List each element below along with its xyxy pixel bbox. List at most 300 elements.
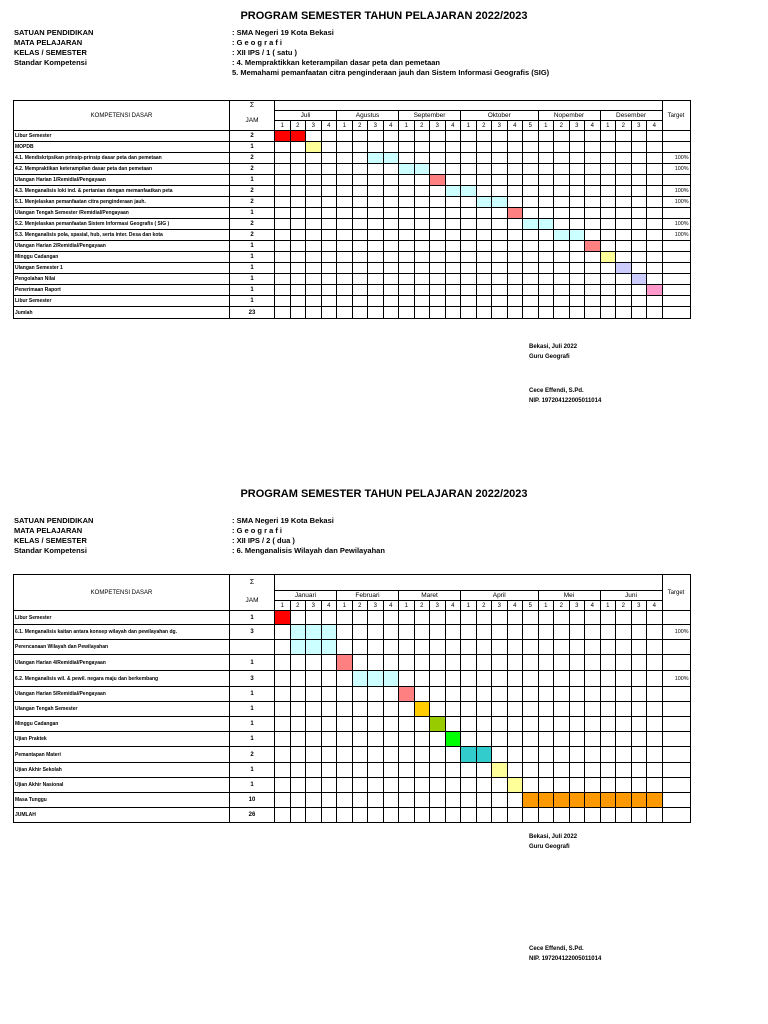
schedule-cell <box>290 778 306 793</box>
schedule-cell <box>337 307 353 319</box>
schedule-cell <box>306 274 322 285</box>
schedule-cell <box>569 671 585 687</box>
schedule-cell <box>445 307 461 319</box>
schedule-cell <box>507 142 523 153</box>
schedule-cell <box>352 625 368 640</box>
header-info <box>14 516 714 556</box>
schedule-cell <box>383 197 399 208</box>
table-row <box>14 175 691 186</box>
target-cell: 100% <box>662 153 690 164</box>
schedule-cell <box>430 307 446 319</box>
schedule-cell <box>631 219 647 230</box>
schedule-cell <box>523 763 539 778</box>
schedule-cell <box>600 263 616 274</box>
week-number: 4 <box>445 601 461 611</box>
schedule-cell <box>337 197 353 208</box>
schedule-cell <box>492 747 508 763</box>
schedule-cell <box>461 296 477 307</box>
schedule-cell <box>368 763 384 778</box>
schedule-cell <box>492 778 508 793</box>
schedule-cell <box>647 640 663 655</box>
schedule-cell <box>523 285 539 296</box>
schedule-cell <box>461 793 477 808</box>
schedule-cell <box>554 625 570 640</box>
schedule-cell <box>554 307 570 319</box>
schedule-cell <box>337 164 353 175</box>
schedule-cell <box>321 274 337 285</box>
schedule-cell <box>507 717 523 732</box>
schedule-cell <box>430 732 446 747</box>
schedule-cell <box>507 241 523 252</box>
schedule-cell <box>538 640 554 655</box>
schedule-cell <box>616 208 632 219</box>
schedule-cell <box>275 142 291 153</box>
schedule-cell <box>507 655 523 671</box>
signature-name: Cece Effendi, S.Pd. <box>529 946 584 952</box>
schedule-cell <box>383 186 399 197</box>
schedule-cell <box>647 655 663 671</box>
schedule-cell <box>492 702 508 717</box>
schedule-cell <box>368 230 384 241</box>
schedule-cell <box>383 793 399 808</box>
schedule-cell <box>337 793 353 808</box>
schedule-cell <box>461 230 477 241</box>
target-cell <box>662 611 690 625</box>
schedule-cell <box>290 732 306 747</box>
schedule-cell <box>383 285 399 296</box>
schedule-bar-cell <box>383 671 399 687</box>
week-number: 1 <box>399 121 415 131</box>
schedule-cell <box>554 252 570 263</box>
schedule-cell <box>600 296 616 307</box>
jam-cell: 2 <box>230 747 275 763</box>
schedule-cell <box>569 702 585 717</box>
schedule-cell <box>275 687 291 702</box>
signature-nip: NIP. 197204122005011014 <box>529 956 602 962</box>
schedule-cell <box>492 252 508 263</box>
schedule-cell <box>647 307 663 319</box>
schedule-cell <box>461 808 477 823</box>
schedule-cell <box>476 732 492 747</box>
schedule-cell <box>492 640 508 655</box>
schedule-cell <box>445 175 461 186</box>
schedule-cell <box>275 186 291 197</box>
table-row <box>14 252 691 263</box>
schedule-cell <box>461 671 477 687</box>
schedule-cell <box>368 263 384 274</box>
schedule-cell <box>445 219 461 230</box>
schedule-cell <box>631 717 647 732</box>
kd-cell: Minggu Cadangan <box>14 252 230 263</box>
schedule-cell <box>445 296 461 307</box>
table-row <box>14 717 691 732</box>
column-header-kd: KOMPETENSI DASAR <box>14 101 230 131</box>
jam-cell: 2 <box>230 186 275 197</box>
jam-cell: 1 <box>230 285 275 296</box>
schedule-cell <box>523 808 539 823</box>
schedule-cell <box>492 625 508 640</box>
schedule-cell <box>306 655 322 671</box>
schedule-cell <box>507 175 523 186</box>
schedule-cell <box>445 142 461 153</box>
schedule-cell <box>616 142 632 153</box>
target-cell <box>662 142 690 153</box>
schedule-cell <box>585 274 601 285</box>
schedule-cell <box>476 778 492 793</box>
jam-cell: 2 <box>230 131 275 142</box>
schedule-cell <box>290 263 306 274</box>
schedule-cell <box>290 241 306 252</box>
schedule-cell <box>445 285 461 296</box>
schedule-cell <box>585 175 601 186</box>
week-number: 1 <box>600 601 616 611</box>
schedule-cell <box>523 671 539 687</box>
schedule-cell <box>585 747 601 763</box>
schedule-cell <box>352 687 368 702</box>
week-number: 2 <box>290 121 306 131</box>
schedule-cell <box>337 732 353 747</box>
schedule-cell <box>430 702 446 717</box>
schedule-cell <box>585 611 601 625</box>
schedule-cell <box>430 611 446 625</box>
table-row <box>14 241 691 252</box>
schedule-cell <box>554 296 570 307</box>
schedule-cell <box>554 263 570 274</box>
kd-cell: Ulangan Harian 2/Remidial/Pengayaan <box>14 241 230 252</box>
column-header-kd: KOMPETENSI DASAR <box>14 575 230 611</box>
schedule-cell <box>275 625 291 640</box>
schedule-cell <box>306 230 322 241</box>
schedule-cell <box>414 175 430 186</box>
jam-cell: 26 <box>230 808 275 823</box>
schedule-cell <box>585 164 601 175</box>
jam-cell: 1 <box>230 611 275 625</box>
schedule-cell <box>337 252 353 263</box>
table-row <box>14 274 691 285</box>
schedule-cell <box>492 241 508 252</box>
schedule-cell <box>368 296 384 307</box>
header-key: Standar Kompetensi <box>14 58 87 67</box>
kd-cell: 5.1. Menjelaskan pemanfaatan citra penginderaan jauh. <box>14 197 230 208</box>
schedule-cell <box>306 131 322 142</box>
schedule-cell <box>399 296 415 307</box>
header-value: : G e o g r a f i <box>232 38 283 47</box>
week-number: 2 <box>352 121 368 131</box>
schedule-cell <box>275 285 291 296</box>
schedule-cell <box>321 717 337 732</box>
schedule-cell <box>554 197 570 208</box>
schedule-bar-cell <box>492 763 508 778</box>
schedule-cell <box>554 285 570 296</box>
schedule-cell <box>492 142 508 153</box>
schedule-cell <box>600 164 616 175</box>
schedule-cell <box>476 142 492 153</box>
schedule-cell <box>445 625 461 640</box>
schedule-bar-cell <box>321 625 337 640</box>
schedule-cell <box>631 747 647 763</box>
schedule-cell <box>321 307 337 319</box>
jam-cell: 2 <box>230 153 275 164</box>
month-header: April <box>461 591 539 601</box>
schedule-cell <box>290 671 306 687</box>
schedule-cell <box>399 274 415 285</box>
schedule-cell <box>616 131 632 142</box>
week-number: 4 <box>445 121 461 131</box>
schedule-cell <box>616 687 632 702</box>
schedule-cell <box>507 687 523 702</box>
schedule-cell <box>631 655 647 671</box>
schedule-cell <box>414 263 430 274</box>
schedule-cell <box>616 285 632 296</box>
schedule-cell <box>337 241 353 252</box>
schedule-cell <box>476 763 492 778</box>
schedule-cell <box>507 702 523 717</box>
jam-cell: 1 <box>230 763 275 778</box>
month-header: Februari <box>337 591 399 601</box>
table-row <box>14 131 691 142</box>
schedule-cell <box>523 263 539 274</box>
schedule-cell <box>321 702 337 717</box>
schedule-cell <box>383 241 399 252</box>
schedule-cell <box>631 296 647 307</box>
schedule-cell <box>492 808 508 823</box>
schedule-bar-cell <box>507 778 523 793</box>
schedule-cell <box>352 274 368 285</box>
schedule-cell <box>430 625 446 640</box>
schedule-cell <box>631 186 647 197</box>
schedule-cell <box>337 808 353 823</box>
schedule-cell <box>616 671 632 687</box>
schedule-cell <box>523 655 539 671</box>
schedule-cell <box>647 230 663 241</box>
target-cell <box>662 655 690 671</box>
schedule-cell <box>523 296 539 307</box>
schedule-cell <box>616 625 632 640</box>
schedule-cell <box>399 747 415 763</box>
schedule-cell <box>337 274 353 285</box>
month-header: Oktober <box>461 111 539 121</box>
schedule-cell <box>430 687 446 702</box>
schedule-cell <box>321 263 337 274</box>
schedule-cell <box>399 778 415 793</box>
schedule-cell <box>368 164 384 175</box>
schedule-cell <box>647 263 663 274</box>
schedule-cell <box>600 186 616 197</box>
schedule-cell <box>290 687 306 702</box>
target-cell <box>662 717 690 732</box>
schedule-cell <box>492 732 508 747</box>
schedule-cell <box>352 717 368 732</box>
schedule-cell <box>507 230 523 241</box>
schedule-cell <box>554 219 570 230</box>
schedule-cell <box>352 296 368 307</box>
schedule-cell <box>476 252 492 263</box>
schedule-cell <box>399 263 415 274</box>
schedule-cell <box>631 230 647 241</box>
schedule-cell <box>414 763 430 778</box>
schedule-cell <box>569 208 585 219</box>
jam-cell: 1 <box>230 241 275 252</box>
kd-cell: Ulangan Harian 4/Remidial/Pengayaan <box>14 655 230 671</box>
schedule-bar-cell <box>461 186 477 197</box>
schedule-cell <box>585 640 601 655</box>
kd-cell: Pengolahan Nilai <box>14 274 230 285</box>
schedule-cell <box>445 671 461 687</box>
schedule-cell <box>383 640 399 655</box>
signature-place-date: Bekasi, Juli 2022 <box>529 834 578 840</box>
table-row <box>14 747 691 763</box>
schedule-cell <box>554 186 570 197</box>
schedule-cell <box>414 640 430 655</box>
schedule-cell <box>569 611 585 625</box>
week-number: 1 <box>275 601 291 611</box>
schedule-cell <box>337 230 353 241</box>
schedule-cell <box>554 732 570 747</box>
schedule-bar-cell <box>523 219 539 230</box>
schedule-cell <box>352 808 368 823</box>
schedule-cell <box>399 153 415 164</box>
schedule-cell <box>321 296 337 307</box>
schedule-cell <box>476 808 492 823</box>
schedule-cell <box>538 747 554 763</box>
schedule-cell <box>476 625 492 640</box>
schedule-cell <box>616 307 632 319</box>
schedule-cell <box>647 252 663 263</box>
schedule-cell <box>306 671 322 687</box>
target-cell: 100% <box>662 186 690 197</box>
target-cell <box>662 175 690 186</box>
header-value: : XII IPS / 2 ( dua ) <box>232 536 295 545</box>
schedule-cell <box>290 164 306 175</box>
schedule-cell <box>306 219 322 230</box>
jam-cell: 1 <box>230 263 275 274</box>
schedule-cell <box>306 296 322 307</box>
kd-cell: Ujian Praktek <box>14 732 230 747</box>
schedule-cell <box>554 153 570 164</box>
schedule-cell <box>461 252 477 263</box>
schedule-cell <box>554 778 570 793</box>
schedule-cell <box>414 274 430 285</box>
schedule-cell <box>321 778 337 793</box>
schedule-cell <box>337 208 353 219</box>
schedule-cell <box>600 131 616 142</box>
schedule-cell <box>616 186 632 197</box>
schedule-cell <box>585 186 601 197</box>
schedule-cell <box>383 778 399 793</box>
schedule-cell <box>538 702 554 717</box>
schedule-cell <box>585 778 601 793</box>
schedule-cell <box>352 655 368 671</box>
week-number: 3 <box>430 121 446 131</box>
schedule-cell <box>585 285 601 296</box>
schedule-cell <box>399 611 415 625</box>
schedule-cell <box>368 197 384 208</box>
schedule-cell <box>631 687 647 702</box>
schedule-cell <box>492 793 508 808</box>
schedule-bar-cell <box>290 131 306 142</box>
column-header-target: Target <box>662 101 690 131</box>
schedule-cell <box>430 164 446 175</box>
schedule-cell <box>523 778 539 793</box>
schedule-cell <box>492 208 508 219</box>
schedule-cell <box>414 219 430 230</box>
target-cell <box>662 778 690 793</box>
schedule-cell <box>631 164 647 175</box>
schedule-cell <box>321 175 337 186</box>
schedule-cell <box>399 208 415 219</box>
schedule-cell <box>430 747 446 763</box>
schedule-cell <box>445 640 461 655</box>
schedule-cell <box>492 175 508 186</box>
header-value: : SMA Negeri 19 Kota Bekasi <box>232 516 334 525</box>
schedule-cell <box>492 655 508 671</box>
schedule-cell <box>414 687 430 702</box>
schedule-cell <box>321 655 337 671</box>
schedule-cell <box>523 307 539 319</box>
schedule-cell <box>275 219 291 230</box>
table-row <box>14 778 691 793</box>
schedule-cell <box>585 702 601 717</box>
schedule-cell <box>631 131 647 142</box>
target-cell: 100% <box>662 625 690 640</box>
schedule-bar-cell <box>445 186 461 197</box>
schedule-cell <box>337 747 353 763</box>
week-number: 2 <box>476 121 492 131</box>
schedule-cell <box>569 219 585 230</box>
schedule-cell <box>631 640 647 655</box>
schedule-cell <box>430 186 446 197</box>
table-row <box>14 164 691 175</box>
jam-cell: 3 <box>230 671 275 687</box>
schedule-cell <box>275 793 291 808</box>
schedule-cell <box>368 142 384 153</box>
table-row <box>14 763 691 778</box>
schedule-cell <box>554 131 570 142</box>
schedule-cell <box>275 307 291 319</box>
schedule-cell <box>476 793 492 808</box>
week-number: 4 <box>383 601 399 611</box>
schedule-cell <box>306 808 322 823</box>
schedule-cell <box>461 131 477 142</box>
schedule-cell <box>430 208 446 219</box>
schedule-cell <box>383 655 399 671</box>
schedule-cell <box>368 241 384 252</box>
schedule-cell <box>337 219 353 230</box>
schedule-cell <box>616 230 632 241</box>
schedule-cell <box>461 655 477 671</box>
schedule-cell <box>414 252 430 263</box>
schedule-cell <box>306 793 322 808</box>
schedule-cell <box>492 307 508 319</box>
schedule-cell <box>476 296 492 307</box>
target-cell <box>662 131 690 142</box>
schedule-cell <box>352 153 368 164</box>
schedule-cell <box>352 778 368 793</box>
schedule-cell <box>476 219 492 230</box>
schedule-cell <box>616 252 632 263</box>
schedule-cell <box>306 197 322 208</box>
table-row <box>14 625 691 640</box>
schedule-cell <box>368 640 384 655</box>
schedule-cell <box>414 808 430 823</box>
schedule-cell <box>616 611 632 625</box>
schedule-cell <box>383 687 399 702</box>
schedule-cell <box>430 671 446 687</box>
schedule-cell <box>476 274 492 285</box>
schedule-cell <box>647 153 663 164</box>
schedule-cell <box>275 717 291 732</box>
table-row <box>14 263 691 274</box>
